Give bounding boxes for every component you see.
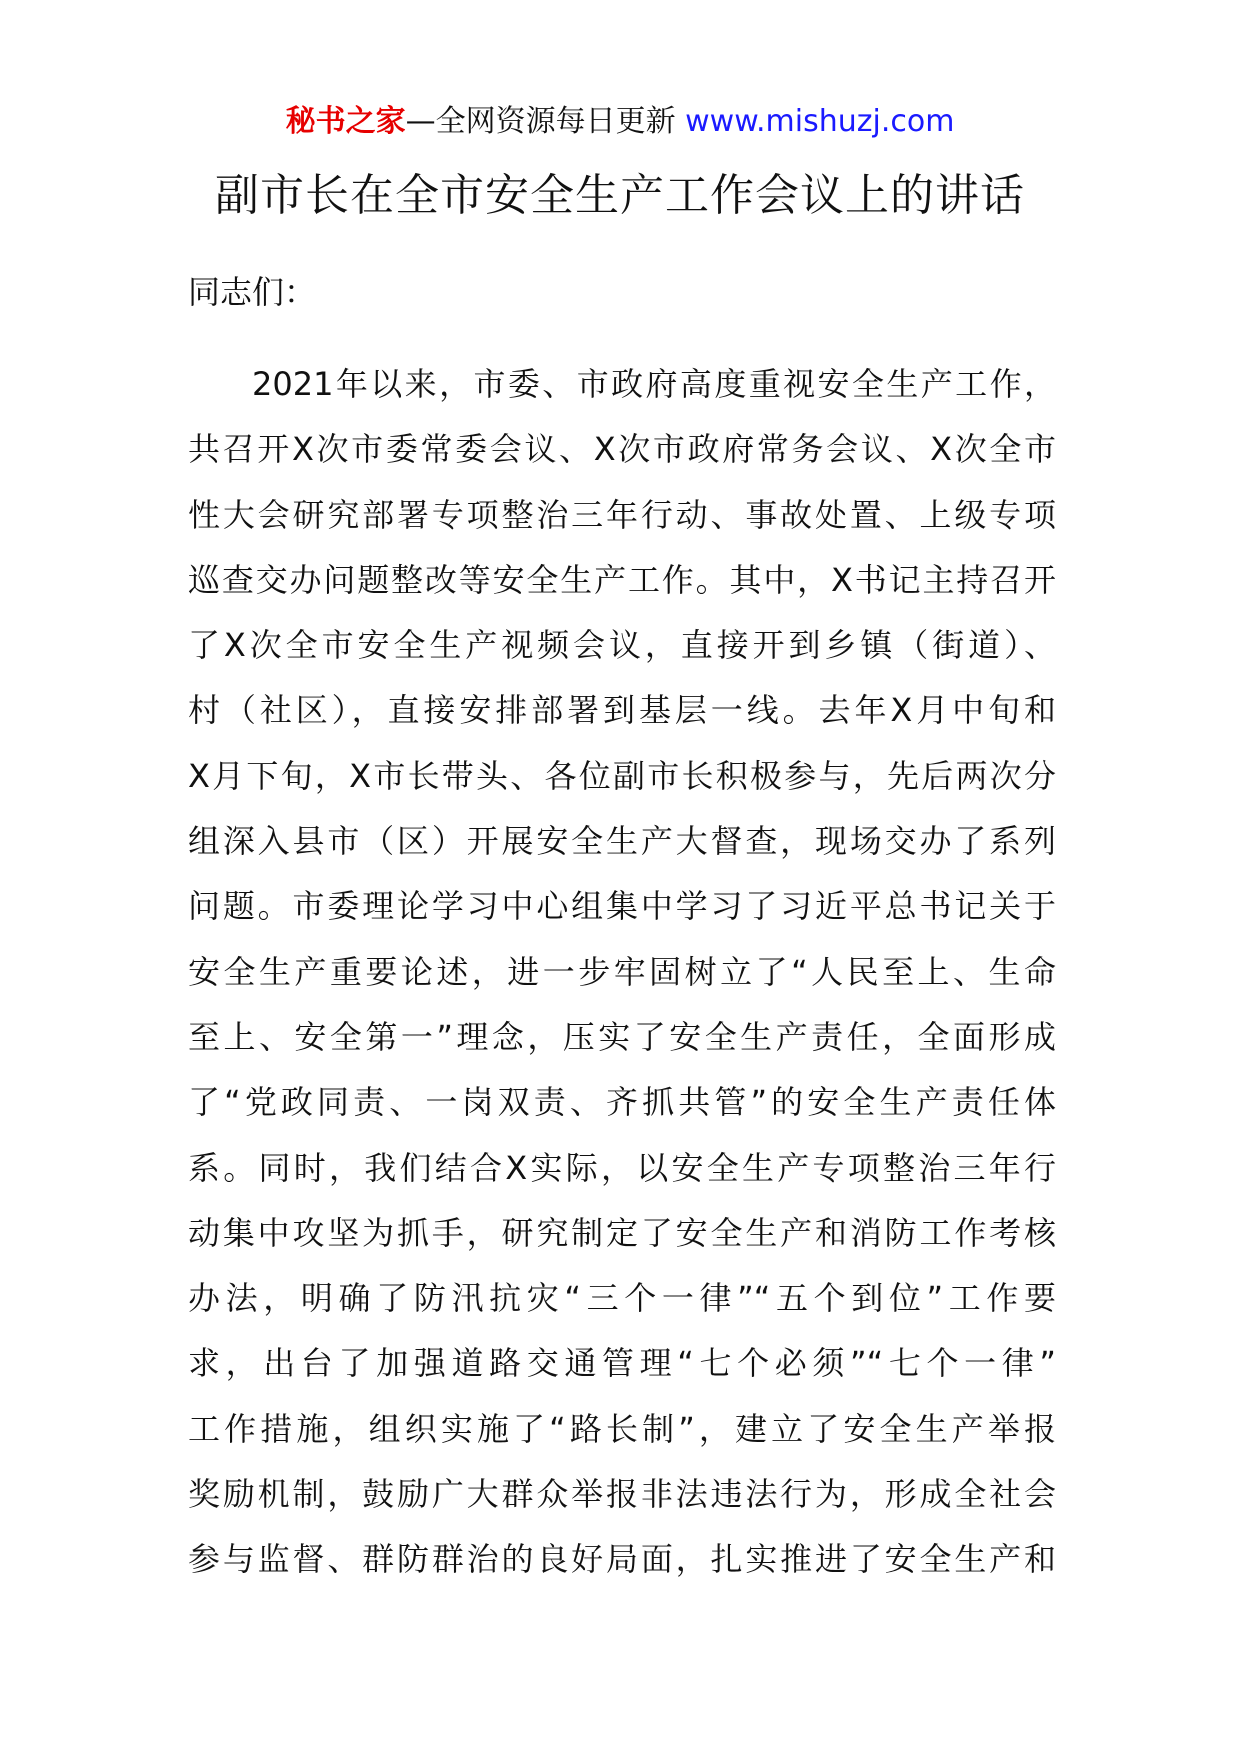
document-title: 副市长在全市安全生产工作会议上的讲话: [215, 170, 1025, 221]
text-line: 问题。市委理论学习中心组集中学习了习近平总书记关于: [188, 887, 1056, 926]
text-line: 安全生产重要论述，进一步牢固树立了“人民至上、生命: [188, 952, 1056, 991]
text-line: 了“党政同责、一岗双责、齐抓共管”的安全生产责任体: [188, 1083, 1056, 1122]
salutation: 同志们：: [188, 273, 317, 311]
text-line: 求，出台了加强道路交通管理“七个必须”“七个一律”: [188, 1344, 1056, 1383]
text-line: 工作措施，组织实施了“路长制”，建立了安全生产举报: [188, 1409, 1056, 1448]
body-text: [188, 360, 1056, 1601]
header-tagline: —全网资源每日更新: [405, 104, 686, 139]
text-line: X月下旬，X市长带头、各位副市长积极参与，先后两次分: [188, 756, 1056, 795]
text-line: 性大会研究部署专项整治三年行动、事故处置、上级专项: [188, 495, 1056, 534]
brand-name: 秘书之家: [285, 104, 406, 139]
text-line: 组深入县市（区）开展安全生产大督查，现场交办了系列: [188, 822, 1056, 861]
site-url[interactable]: www.mishuzj.com: [685, 104, 955, 139]
text-line: 动集中攻坚为抓手，研究制定了安全生产和消防工作考核: [188, 1213, 1056, 1252]
text-line: 巡查交办问题整改等安全生产工作。其中，X书记主持召开: [188, 560, 1056, 599]
text-line: 奖励机制，鼓励广大群众举报非法违法行为，形成全社会: [188, 1475, 1056, 1514]
text-line: 共召开X次市委常委会议、X次市政府常务会议、X次全市: [188, 430, 1056, 469]
text-line: 2021年以来，市委、市政府高度重视安全生产工作，: [252, 365, 1056, 403]
text-line: 了X次全市安全生产视频会议，直接开到乡镇（街道）、: [188, 626, 1056, 665]
watermark-header: [0, 102, 1240, 142]
text-line: 参与监督、群防群治的良好局面，扎实推进了安全生产和: [188, 1540, 1056, 1579]
text-line: 至上、安全第一”理念，压实了安全生产责任，全面形成: [188, 1017, 1056, 1056]
text-line: 系。同时，我们结合X实际，以安全生产专项整治三年行: [188, 1148, 1056, 1187]
text-line: 办法，明确了防汛抗灾“三个一律”“五个到位”工作要: [188, 1279, 1056, 1318]
text-line: 村（社区），直接安排部署到基层一线。去年X月中旬和: [188, 691, 1056, 730]
